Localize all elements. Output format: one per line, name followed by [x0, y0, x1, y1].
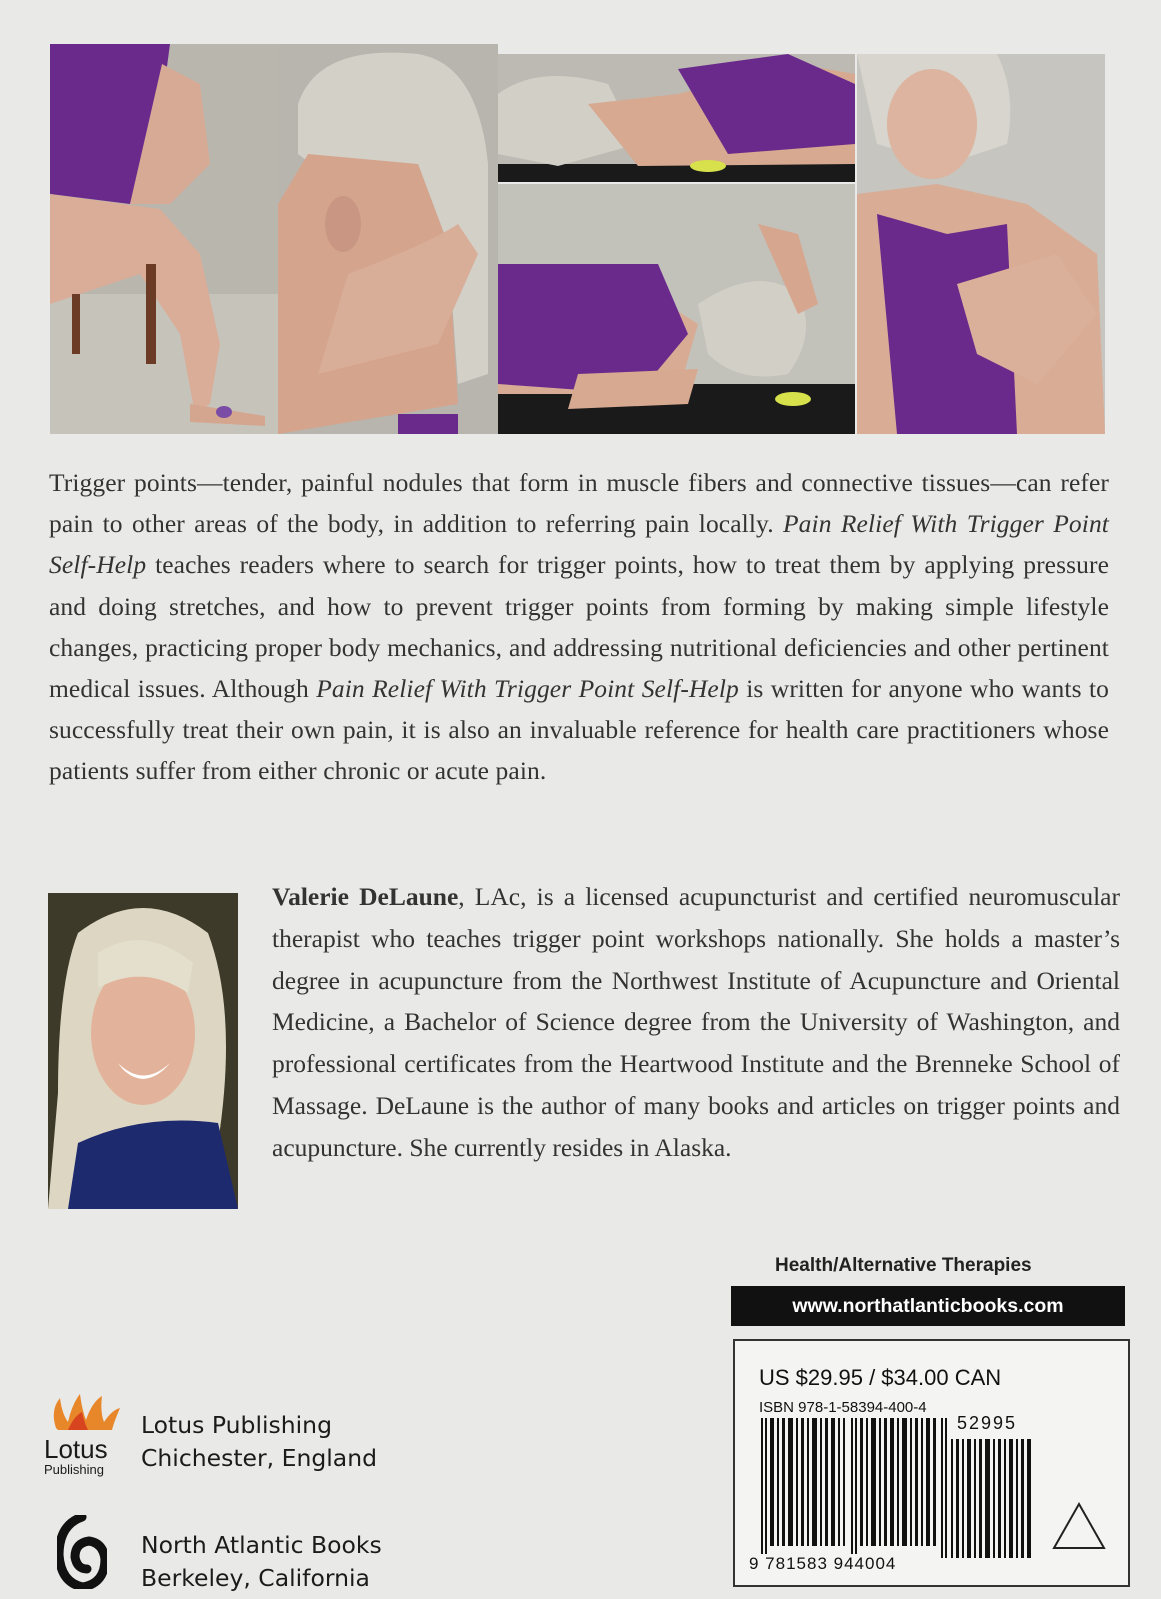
- author-credential: , LAc: [458, 882, 521, 911]
- publisher-website[interactable]: [731, 1286, 1125, 1326]
- author-bio: [272, 876, 1120, 1169]
- author-bio-text: , is a licensed acupuncturist and certified neuromuscular therapist who teaches trigger point workshops nationally. She holds a master’s degree in acupuncture from the Northwest Institute of Acupuncture and Oriental Medicine, a Bachelor of Science degree from the University of Washington, and professional certificates from the Heartwood Institute and the Brenneke School of Massage. DeLaune is the author of many books and articles on trigger points and acupuncture. She currently resides in Alaska.: [272, 882, 1120, 1162]
- book-title-italic-2: Pain Relief With Trigger Point Self-Help: [316, 674, 739, 704]
- barcode-digits: 9 781583 944004: [749, 1554, 897, 1573]
- isbn-label: ISBN 978-1-58394-400-4: [759, 1399, 927, 1416]
- nab-publisher-name: North Atlantic Books: [141, 1531, 382, 1559]
- description-part-2: teaches readers where to search for trigger points, how to treat them by applying pressure and doing stretches, and how to prevent trigger points from forming by making simple lifestyle changes, practicing proper body mechanics, and addressing nutritional deficiencies and other pertinent medical issues. Although: [49, 550, 1109, 704]
- price-barcode: [949, 1439, 1037, 1558]
- lying-side-ball-photo: [498, 54, 855, 182]
- seated-foot-ball-photo: [50, 44, 278, 434]
- lotus-publisher-location: Chichester, England: [141, 1444, 378, 1472]
- nab-publisher-location: Berkeley, California: [141, 1564, 370, 1592]
- triangle-icon: [1051, 1501, 1107, 1551]
- chest-pressure-photo: [857, 54, 1105, 434]
- lotus-publishing-logo: [42, 1390, 122, 1478]
- lotus-logo-sub: Publishing: [44, 1462, 104, 1477]
- side-lying-stretch-photo: [498, 184, 855, 434]
- lotus-publishing-info: [141, 1409, 377, 1475]
- neck-trigger-point-photo: [278, 44, 498, 434]
- description-part-3: is written for anyone who wants to successfully treat their own pain, it is also an invaluable reference for health care practitioners whose patients suffer from either chronic or acute pain.: [49, 674, 1109, 786]
- book-title-italic: Pain Relief With Trigger Point Self-Help: [49, 509, 1109, 580]
- photo-strip: [50, 44, 1105, 434]
- lotus-logo-word: Lotus: [44, 1434, 108, 1464]
- book-description: [49, 462, 1109, 792]
- book-category: Health/Alternative Therapies: [775, 1255, 1032, 1276]
- author-photo: [48, 893, 238, 1209]
- description-part-1: Trigger points—tender, painful nodules that form in muscle fibers and connective tissues—can refer pain to other areas of the body, in addition to referring pain locally.: [49, 468, 1109, 539]
- lotus-publisher-name: Lotus Publishing: [141, 1411, 332, 1439]
- north-atlantic-books-info: [141, 1529, 382, 1595]
- price-label: US $29.95 / $34.00 CAN: [759, 1365, 1002, 1390]
- supplement-code: 52995: [957, 1413, 1018, 1433]
- north-atlantic-books-logo: [57, 1515, 107, 1589]
- website-text[interactable]: www.northatlanticbooks.com: [792, 1294, 1064, 1317]
- barcode-box: [733, 1339, 1130, 1587]
- author-name: Valerie DeLaune: [272, 882, 459, 911]
- isbn-barcode: [759, 1418, 949, 1558]
